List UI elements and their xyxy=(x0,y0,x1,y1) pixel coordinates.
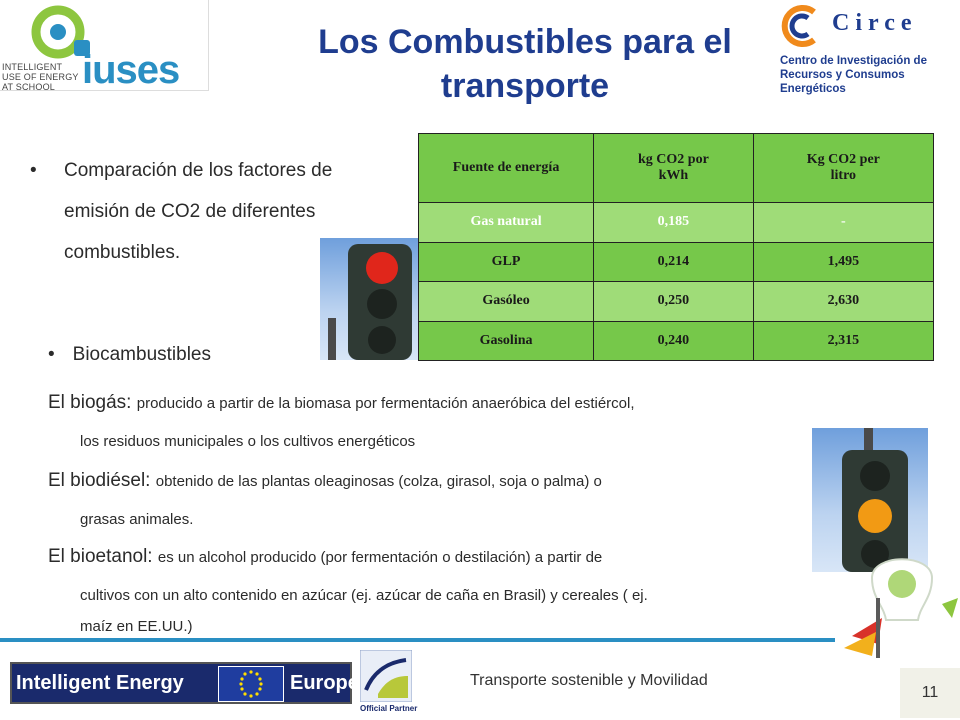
partner-emblem-icon xyxy=(360,650,412,702)
bullet-dot: • xyxy=(48,344,55,365)
bio-term: El bioetanol: xyxy=(48,546,153,567)
bio-desc-cont: cultivos con un alto contenido en azúcar (ej. azúcar de caña en Brasil) y cereales ( ej. xyxy=(80,587,648,604)
circe-subtitle: Centro de Investigación de Recursos y Consumos Energéticos xyxy=(780,55,927,95)
table-header-cell xyxy=(753,134,933,203)
bio-item-bioetanol xyxy=(48,538,808,639)
official-partner-label: Official Partner xyxy=(360,704,418,713)
page-title xyxy=(270,20,780,108)
table-cell: Gas natural xyxy=(419,203,594,243)
bio-heading xyxy=(48,344,211,366)
table-cell: Gasóleo xyxy=(419,282,594,322)
ie-right-label: Europe xyxy=(290,672,359,694)
eu-flag-icon xyxy=(218,666,284,702)
bio-heading-text: Biocambustibles xyxy=(72,344,211,365)
table-cell: 0,214 xyxy=(594,242,754,282)
official-partner-logo xyxy=(360,650,412,702)
page-number: 11 xyxy=(900,668,960,718)
title-line-1: Los Combustibles para el xyxy=(318,23,732,61)
bio-desc: es un alcohol producido (por fermentación o destilación) a partir de xyxy=(157,549,603,566)
intelligent-energy-europe-banner xyxy=(10,662,359,704)
traffic-light-red-image xyxy=(320,238,418,360)
bio-desc-cont: grasas animales. xyxy=(80,511,194,528)
table-header-cell: Fuente de energía xyxy=(419,134,594,203)
table-row xyxy=(419,203,934,243)
table-row xyxy=(419,242,934,282)
bio-desc-cont: los residuos municipales o los cultivos energéticos xyxy=(80,433,416,450)
intro-bullet xyxy=(30,150,370,273)
eco-lightbulb-icon xyxy=(832,548,958,668)
table-cell: 1,495 xyxy=(753,242,933,282)
table-cell: 0,240 xyxy=(594,321,754,361)
emission-factors-table xyxy=(418,133,934,361)
table-cell: 2,630 xyxy=(753,282,933,322)
footer-title: Transporte sostenible y Movilidad xyxy=(470,672,708,689)
header-kwh-label: kg CO2 por kWh xyxy=(638,152,709,183)
table-cell: Gasolina xyxy=(419,321,594,361)
iuses-tagline: INTELLIGENT USE OF ENERGY AT SCHOOL xyxy=(2,62,79,92)
circe-wordmark: Circe xyxy=(832,10,918,36)
bio-desc: obtenido de las plantas oleaginosas (colza, girasol, soja o palma) o xyxy=(155,473,602,490)
table-header-row xyxy=(419,134,934,203)
bullet-dot: • xyxy=(30,160,37,181)
table-cell: 2,315 xyxy=(753,321,933,361)
table-cell: GLP xyxy=(419,242,594,282)
table-row xyxy=(419,321,934,361)
footer-divider xyxy=(0,638,835,642)
ie-left-label: Intelligent Energy xyxy=(16,672,184,694)
bio-desc: producido a partir de la biomasa por fermentación anaeróbica del estiércol, xyxy=(136,395,635,412)
table-cell: 0,250 xyxy=(594,282,754,322)
intro-text: Comparación de los factores de emisión de CO2 de diferentes combustibles. xyxy=(64,160,333,263)
table-row xyxy=(419,282,934,322)
bio-desc-cont: maíz en EE.UU.) xyxy=(80,618,193,635)
bio-term: El biogás: xyxy=(48,392,132,413)
table-cell: 0,185 xyxy=(594,203,754,243)
table-cell: - xyxy=(753,203,933,243)
title-line-2: transporte xyxy=(440,67,610,105)
bio-item-biodiesel xyxy=(48,462,808,539)
iuses-wordmark: iuses xyxy=(82,48,180,92)
table-header-cell xyxy=(594,134,754,203)
header-litro-label: Kg CO2 per litro xyxy=(806,152,880,183)
bio-term: El biodiésel: xyxy=(48,470,151,491)
bio-item-biogas xyxy=(48,384,808,461)
iuses-logo xyxy=(0,0,209,91)
circe-emblem-icon xyxy=(774,4,824,48)
